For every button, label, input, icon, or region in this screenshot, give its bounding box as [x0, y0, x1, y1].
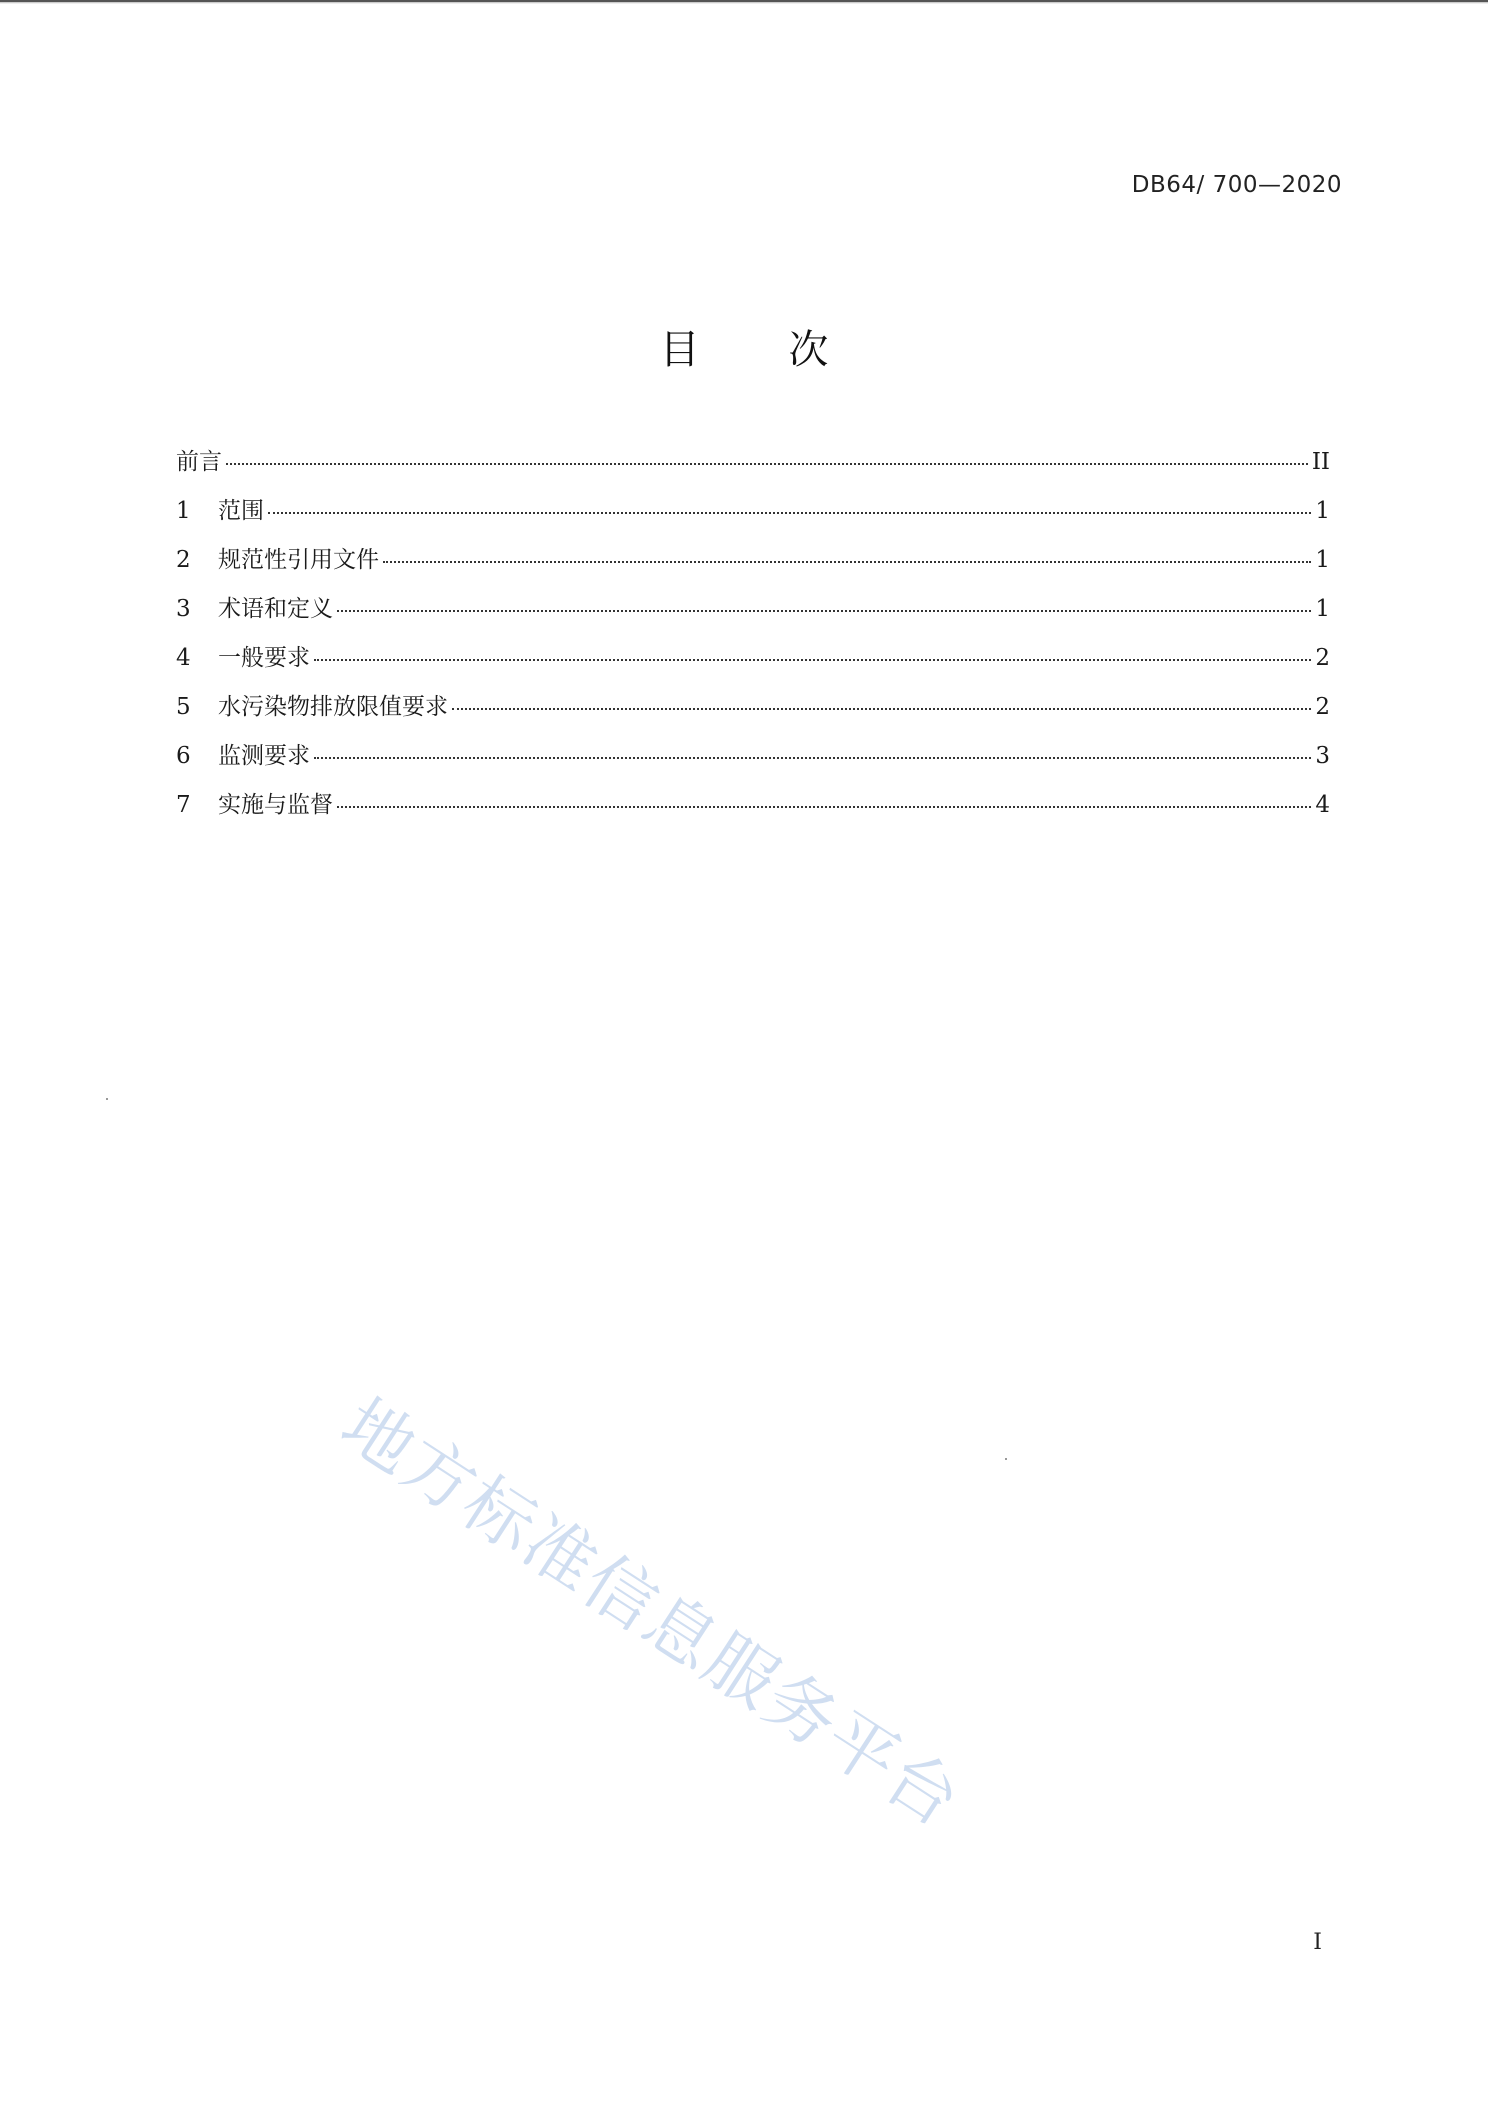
toc-entry-page: 2 — [1315, 694, 1330, 720]
toc-dot-leader — [337, 806, 1311, 808]
toc-entry-label: 监测要求 — [218, 743, 310, 769]
toc-entry-label: 实施与监督 — [218, 792, 333, 818]
toc-entry-general-requirements[interactable] — [176, 639, 1330, 688]
toc-entry-page: 1 — [1315, 596, 1330, 622]
toc-entry-label: 水污染物排放限值要求 — [218, 694, 448, 720]
toc-entry-label: 术语和定义 — [218, 596, 333, 622]
toc-dot-leader — [314, 757, 1311, 759]
top-border-rule — [0, 0, 1488, 4]
scan-speck — [106, 1098, 108, 1100]
toc-entry-scope[interactable] — [176, 492, 1330, 541]
toc-list — [176, 443, 1330, 835]
toc-dot-leader — [268, 512, 1311, 514]
toc-dot-leader — [226, 463, 1308, 465]
toc-entry-foreword[interactable] — [176, 443, 1330, 492]
toc-entry-monitoring-requirements[interactable] — [176, 737, 1330, 786]
toc-dot-leader — [314, 659, 1311, 661]
toc-entry-discharge-limits[interactable] — [176, 688, 1330, 737]
toc-entry-number: 2 — [176, 547, 191, 573]
scan-speck — [1005, 1458, 1007, 1460]
toc-entry-label: 范围 — [218, 498, 264, 524]
toc-entry-label: 前言 — [176, 449, 222, 475]
toc-entry-number: 6 — [176, 743, 191, 769]
page-number: I — [1313, 1930, 1322, 1955]
toc-entry-page: 1 — [1315, 498, 1330, 524]
toc-title: 目 次 — [659, 327, 867, 373]
toc-dot-leader — [383, 561, 1311, 563]
toc-entry-terms-definitions[interactable] — [176, 590, 1330, 639]
toc-entry-number: 1 — [176, 498, 191, 524]
toc-dot-leader — [337, 610, 1311, 612]
toc-entry-number: 4 — [176, 645, 191, 671]
toc-entry-implementation-supervision[interactable] — [176, 786, 1330, 835]
toc-entry-page: 2 — [1315, 645, 1330, 671]
document-code: DB64/ 700—2020 — [1131, 172, 1342, 198]
toc-entry-page: 3 — [1315, 743, 1330, 769]
toc-entry-page: 4 — [1315, 792, 1330, 818]
toc-entry-page: II — [1311, 449, 1330, 475]
toc-entry-number: 3 — [176, 596, 191, 622]
toc-entry-page: 1 — [1315, 547, 1330, 573]
toc-entry-normative-references[interactable] — [176, 541, 1330, 590]
toc-entry-label: 一般要求 — [218, 645, 310, 671]
toc-entry-number: 7 — [176, 792, 191, 818]
watermark-text: 地方标准信息服务平台 — [327, 1382, 976, 1844]
toc-entry-label: 规范性引用文件 — [218, 547, 379, 573]
toc-dot-leader — [452, 708, 1311, 710]
toc-entry-number: 5 — [176, 694, 191, 720]
